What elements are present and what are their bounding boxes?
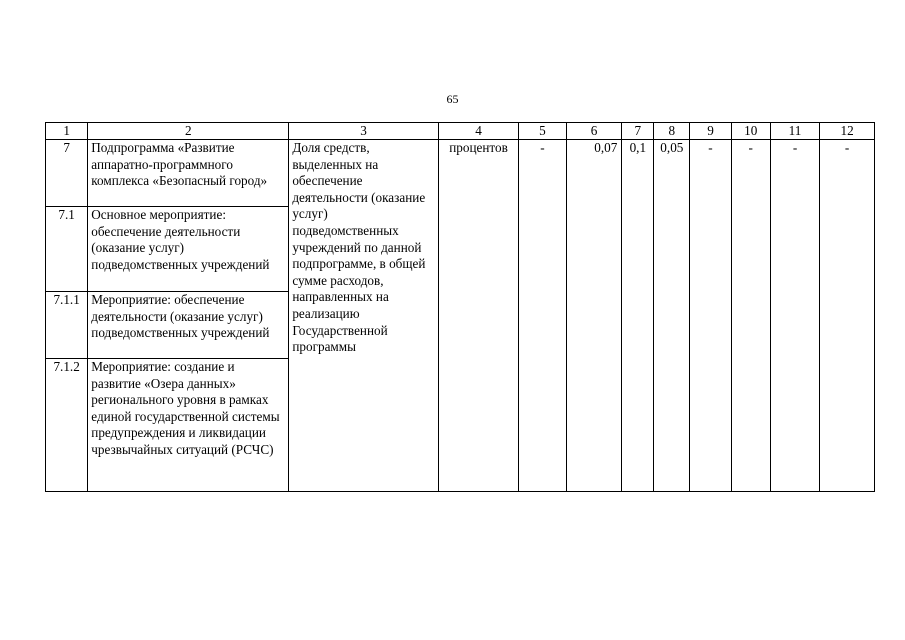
row-name: Подпрограмма «Развитие аппаратно-программного комплекса «Безопасный город»: [88, 140, 289, 207]
header-cell: 1: [46, 123, 88, 140]
value-cell: 0,07: [566, 140, 622, 492]
header-row: [46, 123, 875, 140]
value-cell: -: [731, 140, 770, 492]
header-cell: 12: [820, 123, 875, 140]
row-number: 7: [46, 140, 88, 207]
value-cell: -: [820, 140, 875, 492]
row-number: 7.1: [46, 207, 88, 292]
value-cell: 0,05: [654, 140, 690, 492]
header-cell: 6: [566, 123, 622, 140]
header-cell: 5: [519, 123, 566, 140]
page-number: 65: [446, 92, 459, 106]
unit-cell: процентов: [438, 140, 518, 492]
header-cell: 4: [438, 123, 518, 140]
value-cell: -: [519, 140, 566, 492]
value-cell: -: [690, 140, 731, 492]
row-number: 7.1.2: [46, 359, 88, 492]
header-cell: 8: [654, 123, 690, 140]
value-cell: 0,1: [622, 140, 654, 492]
header-cell: 9: [690, 123, 731, 140]
indicator-cell: Доля средств, выделенных на обеспечение деятельности (оказание услуг) подведомственных учреждений по данной подпрограмме, в общей сумме расходов, направленных на реализацию Государственной программы: [289, 140, 439, 492]
row-name: Мероприятие: создание и развитие «Озера данных» регионального уровня в рамках единой государственной системы предупреждения и ликвидации чрезвычайных ситуаций (РСЧС): [88, 359, 289, 492]
header-cell: 10: [731, 123, 770, 140]
header-cell: 7: [622, 123, 654, 140]
header-cell: 2: [88, 123, 289, 140]
indicator-table: [45, 122, 875, 492]
value-cell: -: [770, 140, 819, 492]
header-cell: 3: [289, 123, 439, 140]
header-cell: 11: [770, 123, 819, 140]
row-name: Мероприятие: обеспечение деятельности (оказание услуг) подведомственных учреждений: [88, 292, 289, 359]
row-number: 7.1.1: [46, 292, 88, 359]
table-row: [46, 140, 875, 207]
row-name: Основное мероприятие: обеспечение деятельности (оказание услуг) подведомственных учреждений: [88, 207, 289, 292]
